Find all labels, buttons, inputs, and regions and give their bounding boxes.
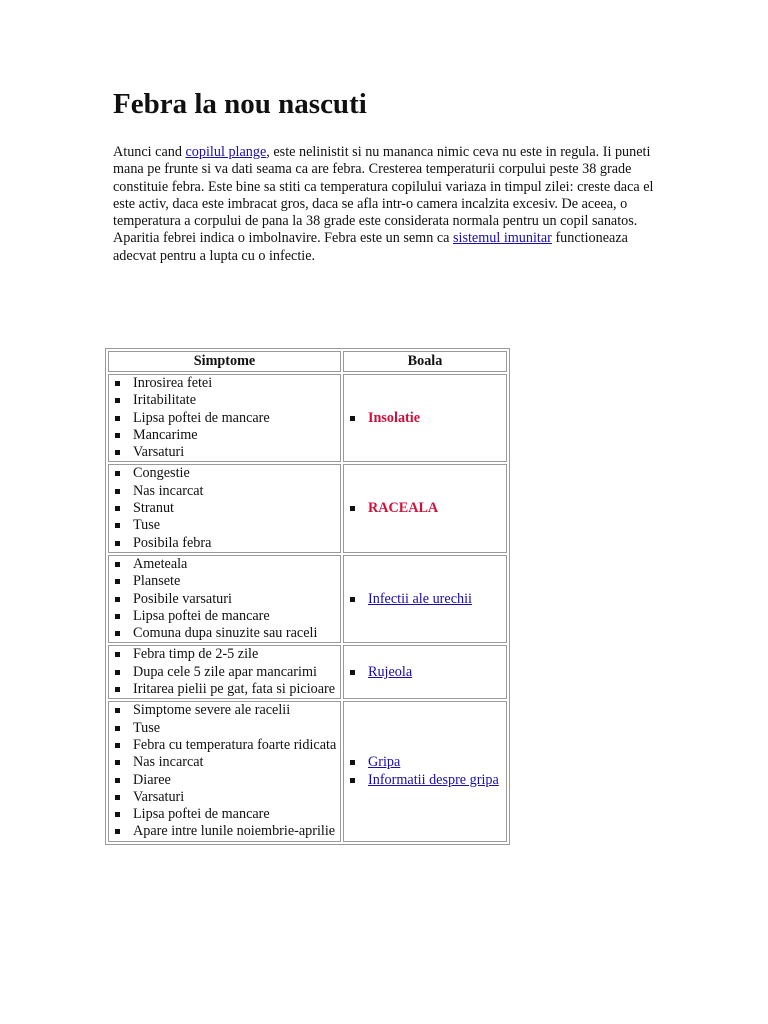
disease-cell — [343, 374, 507, 462]
disease-item — [346, 591, 504, 608]
table-header-row — [108, 351, 507, 372]
header-symptoms: Simptome — [108, 351, 341, 372]
symptoms-cell — [108, 701, 341, 841]
symptom-item: Ameteala — [111, 556, 338, 573]
link-rujeola[interactable]: Rujeola — [368, 663, 413, 680]
symptom-list — [111, 556, 338, 642]
disease-list — [346, 664, 504, 681]
symptom-item: Posibile varsaturi — [111, 591, 338, 608]
disease-cell — [343, 645, 507, 699]
symptom-item: Varsaturi — [111, 444, 338, 461]
header-disease: Boala — [343, 351, 507, 372]
table-row — [108, 645, 507, 699]
disease-item — [346, 664, 504, 681]
disease-cell — [343, 464, 507, 552]
symptom-item: Dupa cele 5 zile apar mancarimi — [111, 664, 338, 681]
disease-list — [346, 500, 504, 517]
symptoms-cell — [108, 374, 341, 462]
symptoms-table — [105, 348, 510, 845]
link-infectii-urechii[interactable]: Infectii ale urechii — [368, 590, 472, 607]
symptom-item: Simptome severe ale racelii — [111, 702, 338, 719]
intro-paragraph — [113, 144, 663, 265]
disease-cell — [343, 701, 507, 841]
symptom-item: Stranut — [111, 500, 338, 517]
disease-item — [346, 772, 504, 789]
symptom-item: Lipsa poftei de mancare — [111, 608, 338, 625]
disease-item — [346, 754, 504, 771]
symptom-item: Congestie — [111, 465, 338, 482]
intro-text-1: Atunci cand — [113, 144, 186, 160]
intro-text-2: , este nelinistit si nu mananca nimic ceva nu este in regula. Ii puneti mana pe frunte si va dati seama ca are febra. Cresterea temperaturii corpului peste 38 grade constituie febra. Este bine sa stiti ca temperatura copilului variaza in timpul zilei: creste daca el este activ, daca este imbracat gros, daca se afla intr-o camera incalzita excesiv. De aceea, o temperatura a corpului de pana la 38 grade este considerata normala pentru un copil sanatos. Aparitia febrei indica o imbolnavire. Febra este un semn ca — [113, 144, 654, 247]
symptom-item: Febra timp de 2-5 zile — [111, 646, 338, 663]
symptom-list — [111, 702, 338, 840]
disease-cell — [343, 555, 507, 643]
link-copilul-plange[interactable]: copilul plange — [185, 144, 267, 160]
symptoms-cell — [108, 645, 341, 699]
disease-list — [346, 754, 504, 789]
symptom-item: Plansete — [111, 573, 338, 590]
symptom-list — [111, 465, 338, 551]
disease-list — [346, 410, 504, 427]
symptom-item: Diaree — [111, 772, 338, 789]
table-row — [108, 464, 507, 552]
page-title: Febra la nou nascuti — [113, 88, 367, 120]
symptom-item: Tuse — [111, 517, 338, 534]
disease-list — [346, 591, 504, 608]
symptom-item: Apare intre lunile noiembrie-aprilie — [111, 823, 338, 840]
disease-insolatie: Insolatie — [346, 410, 504, 427]
intro-text-3: functioneaza adecvat pentru a lupta cu o infectie. — [113, 230, 628, 264]
symptom-item: Comuna dupa sinuzite sau raceli — [111, 625, 338, 642]
symptoms-cell — [108, 464, 341, 552]
symptom-item: Nas incarcat — [111, 754, 338, 771]
symptom-item: Tuse — [111, 720, 338, 737]
symptom-list — [111, 646, 338, 698]
link-informatii-gripa[interactable]: Informatii despre gripa — [368, 771, 499, 788]
link-sistemul-imunitar[interactable]: sistemul imunitar — [452, 230, 552, 247]
symptom-item: Posibila febra — [111, 535, 338, 552]
symptom-item: Inrosirea fetei — [111, 375, 338, 392]
symptom-item: Nas incarcat — [111, 483, 338, 500]
link-gripa[interactable]: Gripa — [368, 754, 401, 771]
symptom-item: Iritarea pielii pe gat, fata si picioare — [111, 681, 338, 698]
symptom-item: Varsaturi — [111, 789, 338, 806]
symptom-list — [111, 375, 338, 461]
table-row — [108, 374, 507, 462]
symptom-item: Febra cu temperatura foarte ridicata — [111, 737, 338, 754]
symptom-item: Lipsa poftei de mancare — [111, 806, 338, 823]
disease-raceala: RACEALA — [346, 500, 504, 517]
symptom-item: Iritabilitate — [111, 392, 338, 409]
symptoms-cell — [108, 555, 341, 643]
table-row — [108, 555, 507, 643]
symptom-item: Lipsa poftei de mancare — [111, 410, 338, 427]
symptom-item: Mancarime — [111, 427, 338, 444]
table-row — [108, 701, 507, 841]
